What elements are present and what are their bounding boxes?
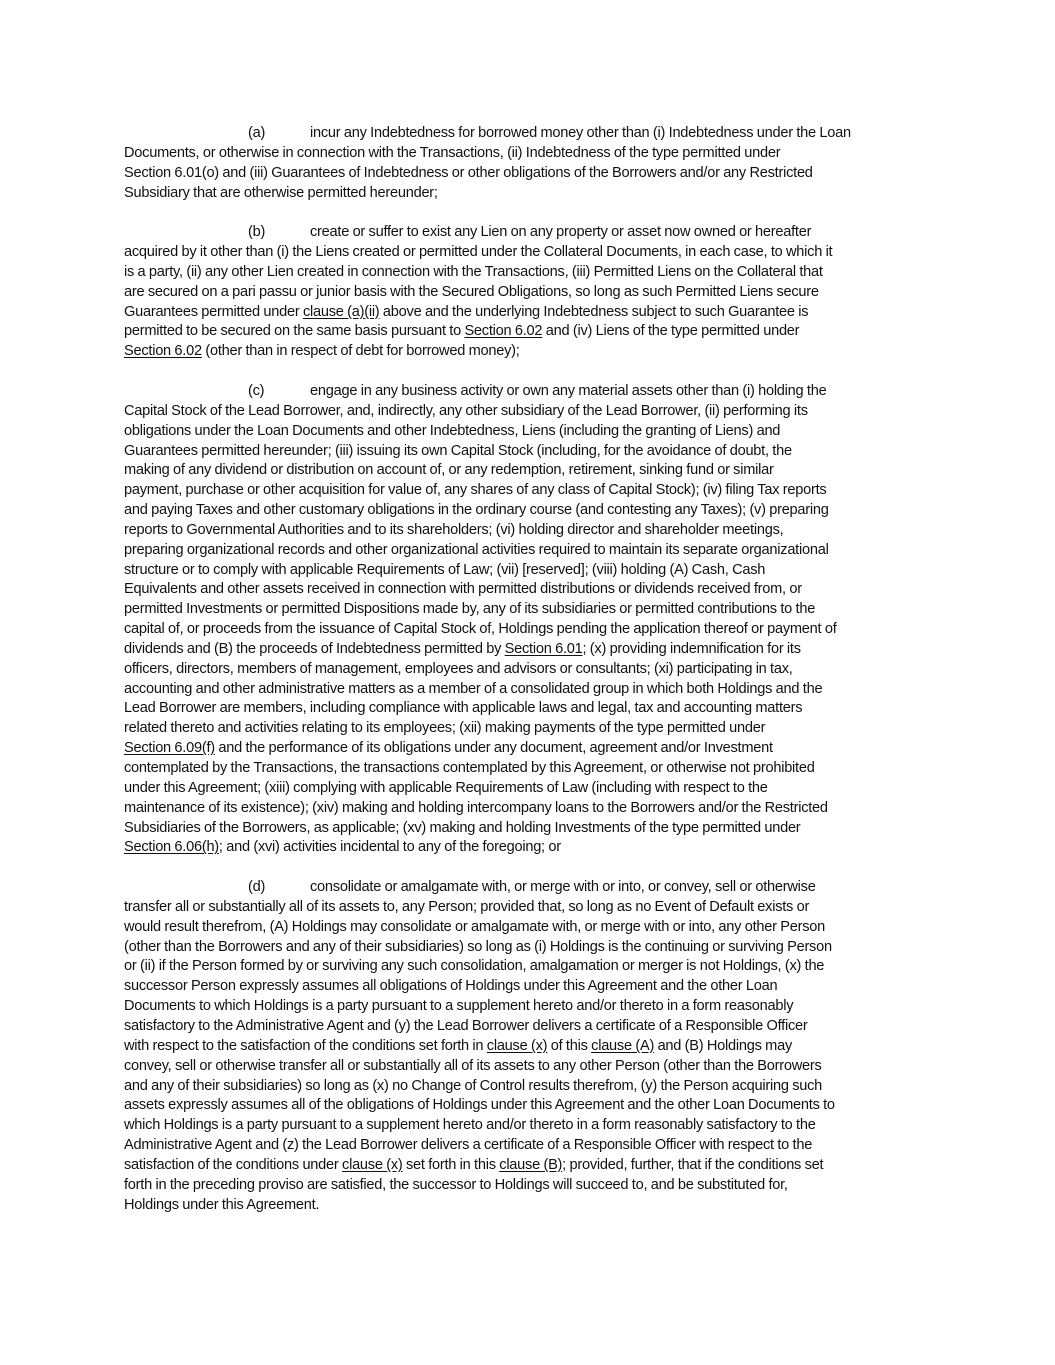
text-line [124,1136,944,1156]
text-line [124,303,944,323]
text-line [124,144,944,164]
cross-reference: Section 6.01 [504,640,583,657]
line-text: Section 6.01(o) and (iii) Guarantees of Indebtedness or other obligations of the Borrowers and/or any Restricted [124,164,813,181]
line-text: satisfactory to the Administrative Agent and (y) the Lead Borrower delivers a certificate of a Responsible Officer [124,1017,808,1034]
line-text: engage in any business activity or own any material assets other than (i) holding the [310,382,827,399]
text-line [124,957,944,977]
text-line [124,640,944,660]
line-text: (other than in respect of debt for borrowed money); [201,343,520,360]
line-text: (other than the Borrowers and any of their subsidiaries) so long as (i) Holdings is the continuing or surviving Person [124,938,832,955]
cross-reference: clause (x) [342,1156,403,1173]
line-text: Equivalents and other assets received in connection with permitted distributions or dividends received from, or [124,581,802,598]
text-line [124,719,944,739]
line-text: permitted to be secured on the same basis pursuant to [124,323,465,340]
cross-reference: clause (x) [486,1037,548,1054]
line-text: consolidate or amalgamate with, or merge with or into, or convey, sell or otherwise [310,879,816,896]
text-line [124,481,944,501]
text-line [124,164,944,184]
cross-reference: clause (A) [591,1037,655,1054]
line-text: accounting and other administrative matters as a member of a consolidated group in which both Holdings and the [124,680,823,697]
text-line [124,977,944,997]
text-line [124,580,944,600]
line-text: create or suffer to exist any Lien on any property or asset now owned or hereafter [310,224,812,241]
text-line [124,342,944,362]
line-text: assets expressly assumes all of the obligations of Holdings under this Agreement and the other Loan Documents to [124,1097,835,1114]
line-text: and (B) Holdings may [654,1037,792,1054]
paragraph-label: (a) [248,125,266,141]
line-text: ; (x) providing indemnification for its [582,640,801,657]
document-page [124,124,944,1235]
text-line [124,402,944,422]
line-text: structure or to comply with applicable Requirements of Law; (vii) [reserved]; (viii) holding (A) Cash, Cash [124,561,766,578]
line-text: is a party, (ii) any other Lien created in connection with the Transactions, (iii) Permitted Liens on the Collateral that [124,263,823,280]
line-text: are secured on a pari passu or junior basis with the Secured Obligations, so long as such Permitted Liens secure [124,283,819,300]
line-text: payment, purchase or other acquisition for value of, any shares of any class of Capital Stock); (iv) filing Tax reports [124,482,827,499]
line-text: contemplated by the Transactions, the transactions contemplated by this Agreement, or otherwise not prohibited [124,760,815,776]
paragraph-d [124,878,944,1215]
line-text: and the performance of its obligations under any document, agreement and/or Investment [214,740,773,757]
line-text: Documents, or otherwise in connection with the Transactions, (ii) Indebtedness of the type permitted under [124,144,781,161]
line-text: convey, sell or otherwise transfer all or substantially all of its assets to any other Person (other than the Borrowers [124,1057,822,1074]
line-text: and (iv) Liens of the type permitted under [542,323,800,340]
text-line [124,680,944,700]
line-text: preparing organizational records and other organizational activities required to maintain its separate organizational [124,541,829,558]
line-text: or (ii) if the Person formed by or surviving any such consolidation, amalgamation or merger is not Holdings, (x) the [124,958,825,975]
text-line [124,997,944,1017]
text-line [124,1156,944,1176]
line-text: capital of, or proceeds from the issuance of Capital Stock of, Holdings pending the application thereof or payment of [124,621,837,638]
text-line [124,918,944,938]
text-line [124,739,944,759]
text-line [124,819,944,839]
text-line [124,223,944,243]
text-line [124,699,944,719]
text-line [124,322,944,342]
line-text: with respect to the satisfaction of the conditions set forth in [124,1037,487,1054]
text-line [124,184,944,204]
text-line [124,660,944,680]
text-line [124,1116,944,1136]
line-text: ; provided, further, that if the conditions set [562,1156,824,1173]
line-text: Lead Borrower are members, including compliance with applicable laws and legal, tax and accounting matters [124,700,803,717]
line-text: officers, directors, members of management, employees and advisors or consultants; (xi) participating in tax, [124,660,793,677]
line-text: related thereto and activities relating to its employees; (xii) making payments of the type permitted under [124,720,766,737]
line-text: dividends and (B) the proceeds of Indebtedness permitted by [124,640,505,657]
line-text: permitted Investments or permitted Dispositions made by, any of its subsidiaries or permitted contributions to the [124,601,816,618]
line-text: obligations under the Loan Documents and other Indebtedness, Liens (including the granting of Liens) and [124,422,781,439]
line-text: forth in the preceding proviso are satisfied, the successor to Holdings will succeed to, and be substituted for, [124,1176,788,1193]
line-text: successor Person expressly assumes all obligations of Holdings under this Agreement and the other Loan [124,978,778,995]
cross-reference: Section 6.09(f) [124,740,215,757]
line-text: under this Agreement; (xiii) complying with applicable Requirements of Law (including with respect to the [124,779,768,796]
text-line [124,878,944,898]
cross-reference: clause (a)(ii) [302,303,380,320]
paragraph-c [124,382,944,858]
line-text: satisfaction of the conditions under [124,1156,343,1173]
paragraph-label: (d) [248,879,266,896]
text-line [124,263,944,283]
text-line [124,422,944,442]
line-text: maintenance of its existence); (xiv) making and holding intercompany loans to the Borrowers and/or the Restricted [124,799,828,816]
line-text: Capital Stock of the Lead Borrower, and, indirectly, any other subsidiary of the Lead Borrower, (ii) performing its [124,402,808,419]
line-text: making of any dividend or distribution on account of, or any redemption, retirement, sinking fund or similar [124,462,774,479]
paragraph-a [124,124,944,203]
cross-reference: Section 6.06(h) [124,839,219,856]
line-text: Subsidiary that are otherwise permitted hereunder; [124,184,438,201]
text-line [124,1176,944,1196]
line-text: of this [547,1037,592,1054]
text-line [124,501,944,521]
line-text: Guarantees permitted under [124,303,303,320]
text-line [124,243,944,263]
text-line [124,521,944,541]
cross-reference: clause (B) [499,1156,563,1173]
text-line [124,561,944,581]
text-line [124,938,944,958]
text-line [124,1077,944,1097]
line-text: incur any Indebtedness for borrowed money other than (i) Indebtedness under the Loan [310,125,851,141]
text-line [124,1096,944,1116]
text-line [124,283,944,303]
text-line [124,799,944,819]
text-line [124,898,944,918]
text-line [124,620,944,640]
text-line [124,442,944,462]
line-text: set forth in this [402,1156,500,1173]
line-text: Subsidiaries of the Borrowers, as applicable; (xv) making and holding Investments of the type permitted under [124,819,801,836]
text-line [124,1037,944,1057]
paragraph-label: (c) [248,382,265,399]
line-text: and paying Taxes and other customary obligations in the ordinary course (and contesting any Taxes); (v) preparing [124,502,829,519]
cross-reference: Section 6.02 [464,323,543,340]
line-text: above and the underlying Indebtedness subject to such Guarantee is [379,303,809,320]
text-line [124,1017,944,1037]
text-line [124,838,944,858]
line-text: which Holdings is a party pursuant to a supplement hereto and/or thereto in a form reasonably satisfactory to the [124,1117,816,1134]
cross-reference: Section 6.02 [124,343,202,360]
text-line [124,124,944,144]
text-line [124,759,944,779]
line-text: reports to Governmental Authorities and to its shareholders; (vi) holding director and shareholder meetings, [124,521,784,538]
text-line [124,779,944,799]
line-text: Holdings under this Agreement. [124,1196,320,1213]
line-text: Administrative Agent and (z) the Lead Borrower delivers a certificate of a Responsible Officer with respect to the [124,1137,813,1154]
line-text: transfer all or substantially all of its assets to, any Person; provided that, so long as no Event of Default exists or [124,898,810,915]
text-line [124,461,944,481]
text-line [124,600,944,620]
line-text: Documents to which Holdings is a party pursuant to a supplement hereto and/or thereto in a form reasonably [124,998,794,1015]
paragraph-label: (b) [248,224,266,241]
text-line [124,382,944,402]
line-text: ; and (xvi) activities incidental to any of the foregoing; or [218,839,561,856]
line-text: and any of their subsidiaries) so long as (x) no Change of Control results therefrom, (y) the Person acquiring such [124,1077,823,1094]
line-text: would result therefrom, (A) Holdings may consolidate or amalgamate with, or merge with or into, any other Person [124,918,825,935]
line-text: Guarantees permitted hereunder; (iii) issuing its own Capital Stock (including, for the avoidance of doubt, the [124,442,792,459]
text-line [124,1196,944,1216]
paragraph-b [124,223,944,362]
text-line [124,1057,944,1077]
line-text: acquired by it other than (i) the Liens created or permitted under the Collateral Documents, in each case, to which it [124,244,833,261]
text-line [124,541,944,561]
